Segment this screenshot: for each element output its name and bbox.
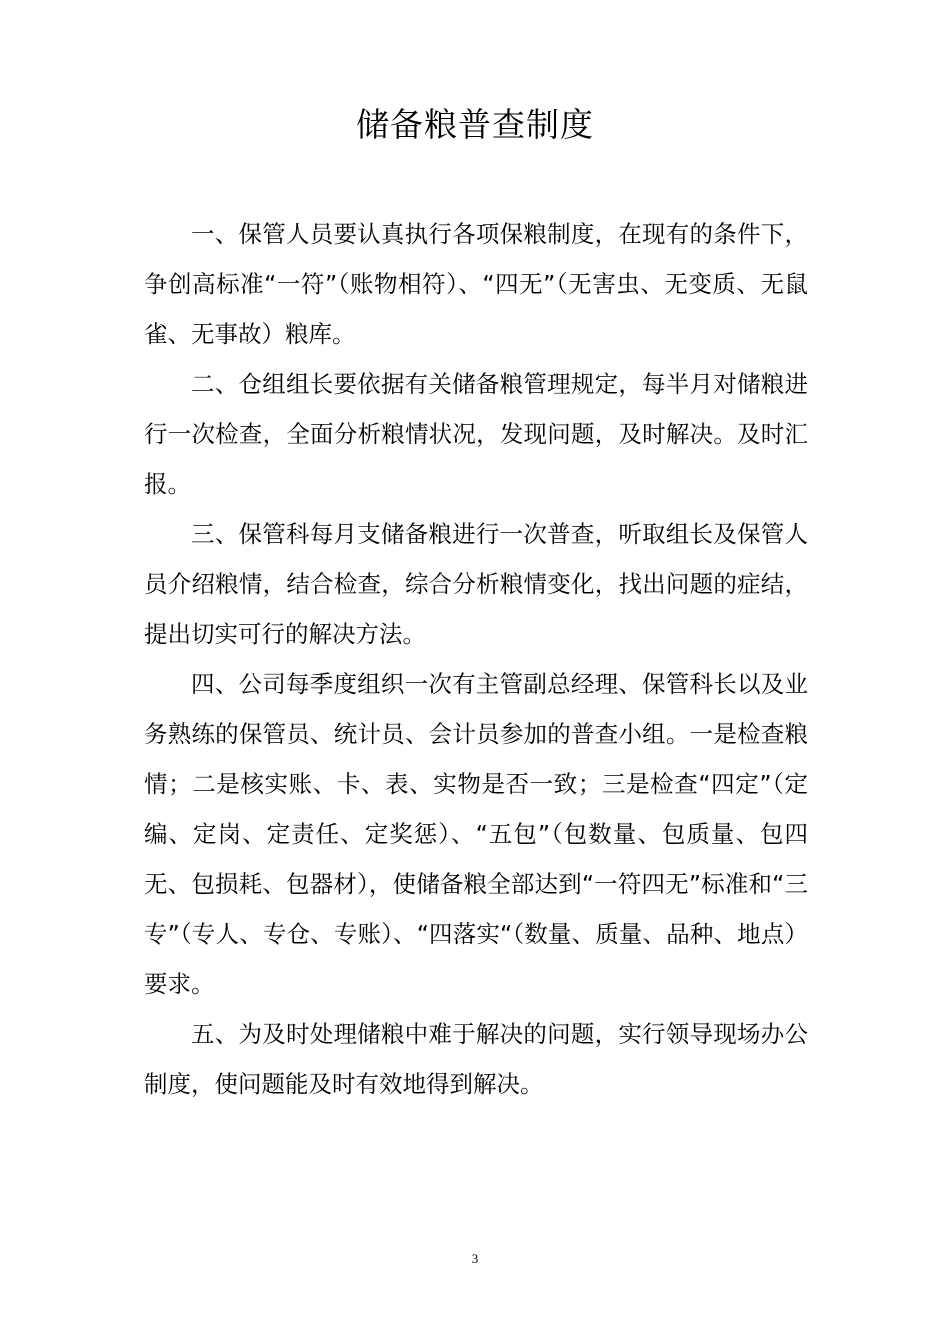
paragraph-4: 四、公司每季度组织一次有主管副总经理、保管科长以及业务熟练的保管员、统计员、会计员参加的普查小组。一是检查粮情；二是核实账、卡、表、实物是否一致；三是检查“四定”（定编、定岗、定责任、定奖惩）、“五包”（包数量、包质量、包四无、包损耗、包器材），使储备粮全部达到“一符四无”标准和“三专”（专人、专仓、专账）、“四落实“（数量、质量、品种、地点）要求。 — [144, 670, 808, 998]
paragraph-2: 二、仓组组长要依据有关储备粮管理规定，每半月对储粮进行一次检查，全面分析粮情状况，发现问题，及时解决。及时汇报。 — [144, 370, 808, 498]
document-body — [144, 209, 808, 1109]
page-number: 3 — [471, 1251, 479, 1266]
paragraph-3: 三、保管科每月支储备粮进行一次普查，听取组长及保管人员介绍粮情，结合检查，综合分析粮情变化，找出问题的症结，提出切实可行的解决方法。 — [144, 520, 808, 648]
paragraph-5: 五、为及时处理储粮中难于解决的问题，实行领导现场办公制度，使问题能及时有效地得到解决。 — [144, 1020, 808, 1098]
paragraph-1: 一、保管人员要认真执行各项保粮制度，在现有的条件下，争创高标准“一符”（账物相符）、“四无”（无害虫、无变质、无鼠雀、无事故）粮库。 — [144, 220, 808, 348]
document-title: 储备粮普查制度 — [356, 105, 594, 144]
